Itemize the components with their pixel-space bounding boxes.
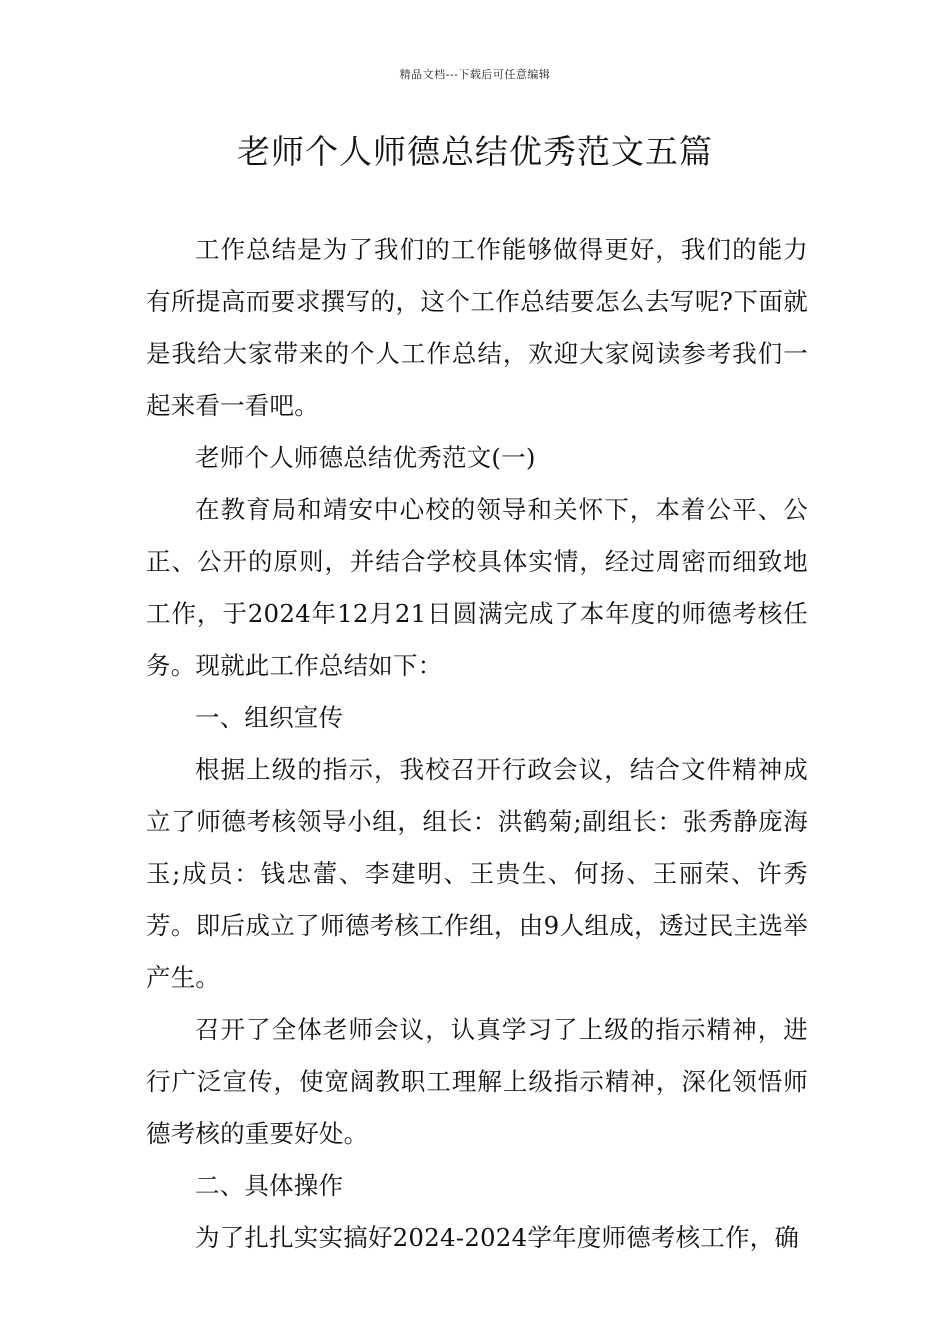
body-paragraph: 根据上级的指示，我校召开行政会议，结合文件精神成立了师德考核领导小组，组长：洪鹤菊;副组长：张秀静庞海玉;成员：钱忠蕾、李建明、王贵生、何扬、王丽荣、许秀芳。即后成立了师德考核工作组，由9人组成，透过民主选举产生。 bbox=[146, 755, 808, 992]
body-paragraph: 召开了全体老师会议，认真学习了上级的指示精神，进行广泛宣传，使宽阔教职工理解上级指示精神，深化领悟师德考核的重要好处。 bbox=[146, 1015, 808, 1148]
section-heading: 老师个人师德总结优秀范文(一) bbox=[195, 443, 536, 472]
body-paragraph: 为了扎扎实实搞好2024-2024学年度师德考核工作，确 bbox=[195, 1223, 800, 1252]
document-title: 老师个人师德总结优秀范文五篇 bbox=[237, 132, 713, 171]
intro-paragraph: 工作总结是为了我们的工作能够做得更好，我们的能力有所提高而要求撰写的，这个工作总结要怎么去写呢?下面就是我给大家带来的个人工作总结，欢迎大家阅读参考我们一起来看一看吧。 bbox=[146, 235, 808, 420]
document-body bbox=[146, 224, 808, 1264]
subsection-heading: 一、组织宣传 bbox=[195, 703, 344, 732]
body-paragraph: 在教育局和靖安中心校的领导和关怀下，本着公平、公正、公开的原则，并结合学校具体实情，经过周密而细致地工作，于2024年12月21日圆满完成了本年度的师德考核任务。现就此工作总结如下： bbox=[146, 495, 808, 680]
subsection-heading: 二、具体操作 bbox=[195, 1171, 344, 1200]
header-note: 精品文档---下载后可任意编辑 bbox=[399, 68, 551, 81]
